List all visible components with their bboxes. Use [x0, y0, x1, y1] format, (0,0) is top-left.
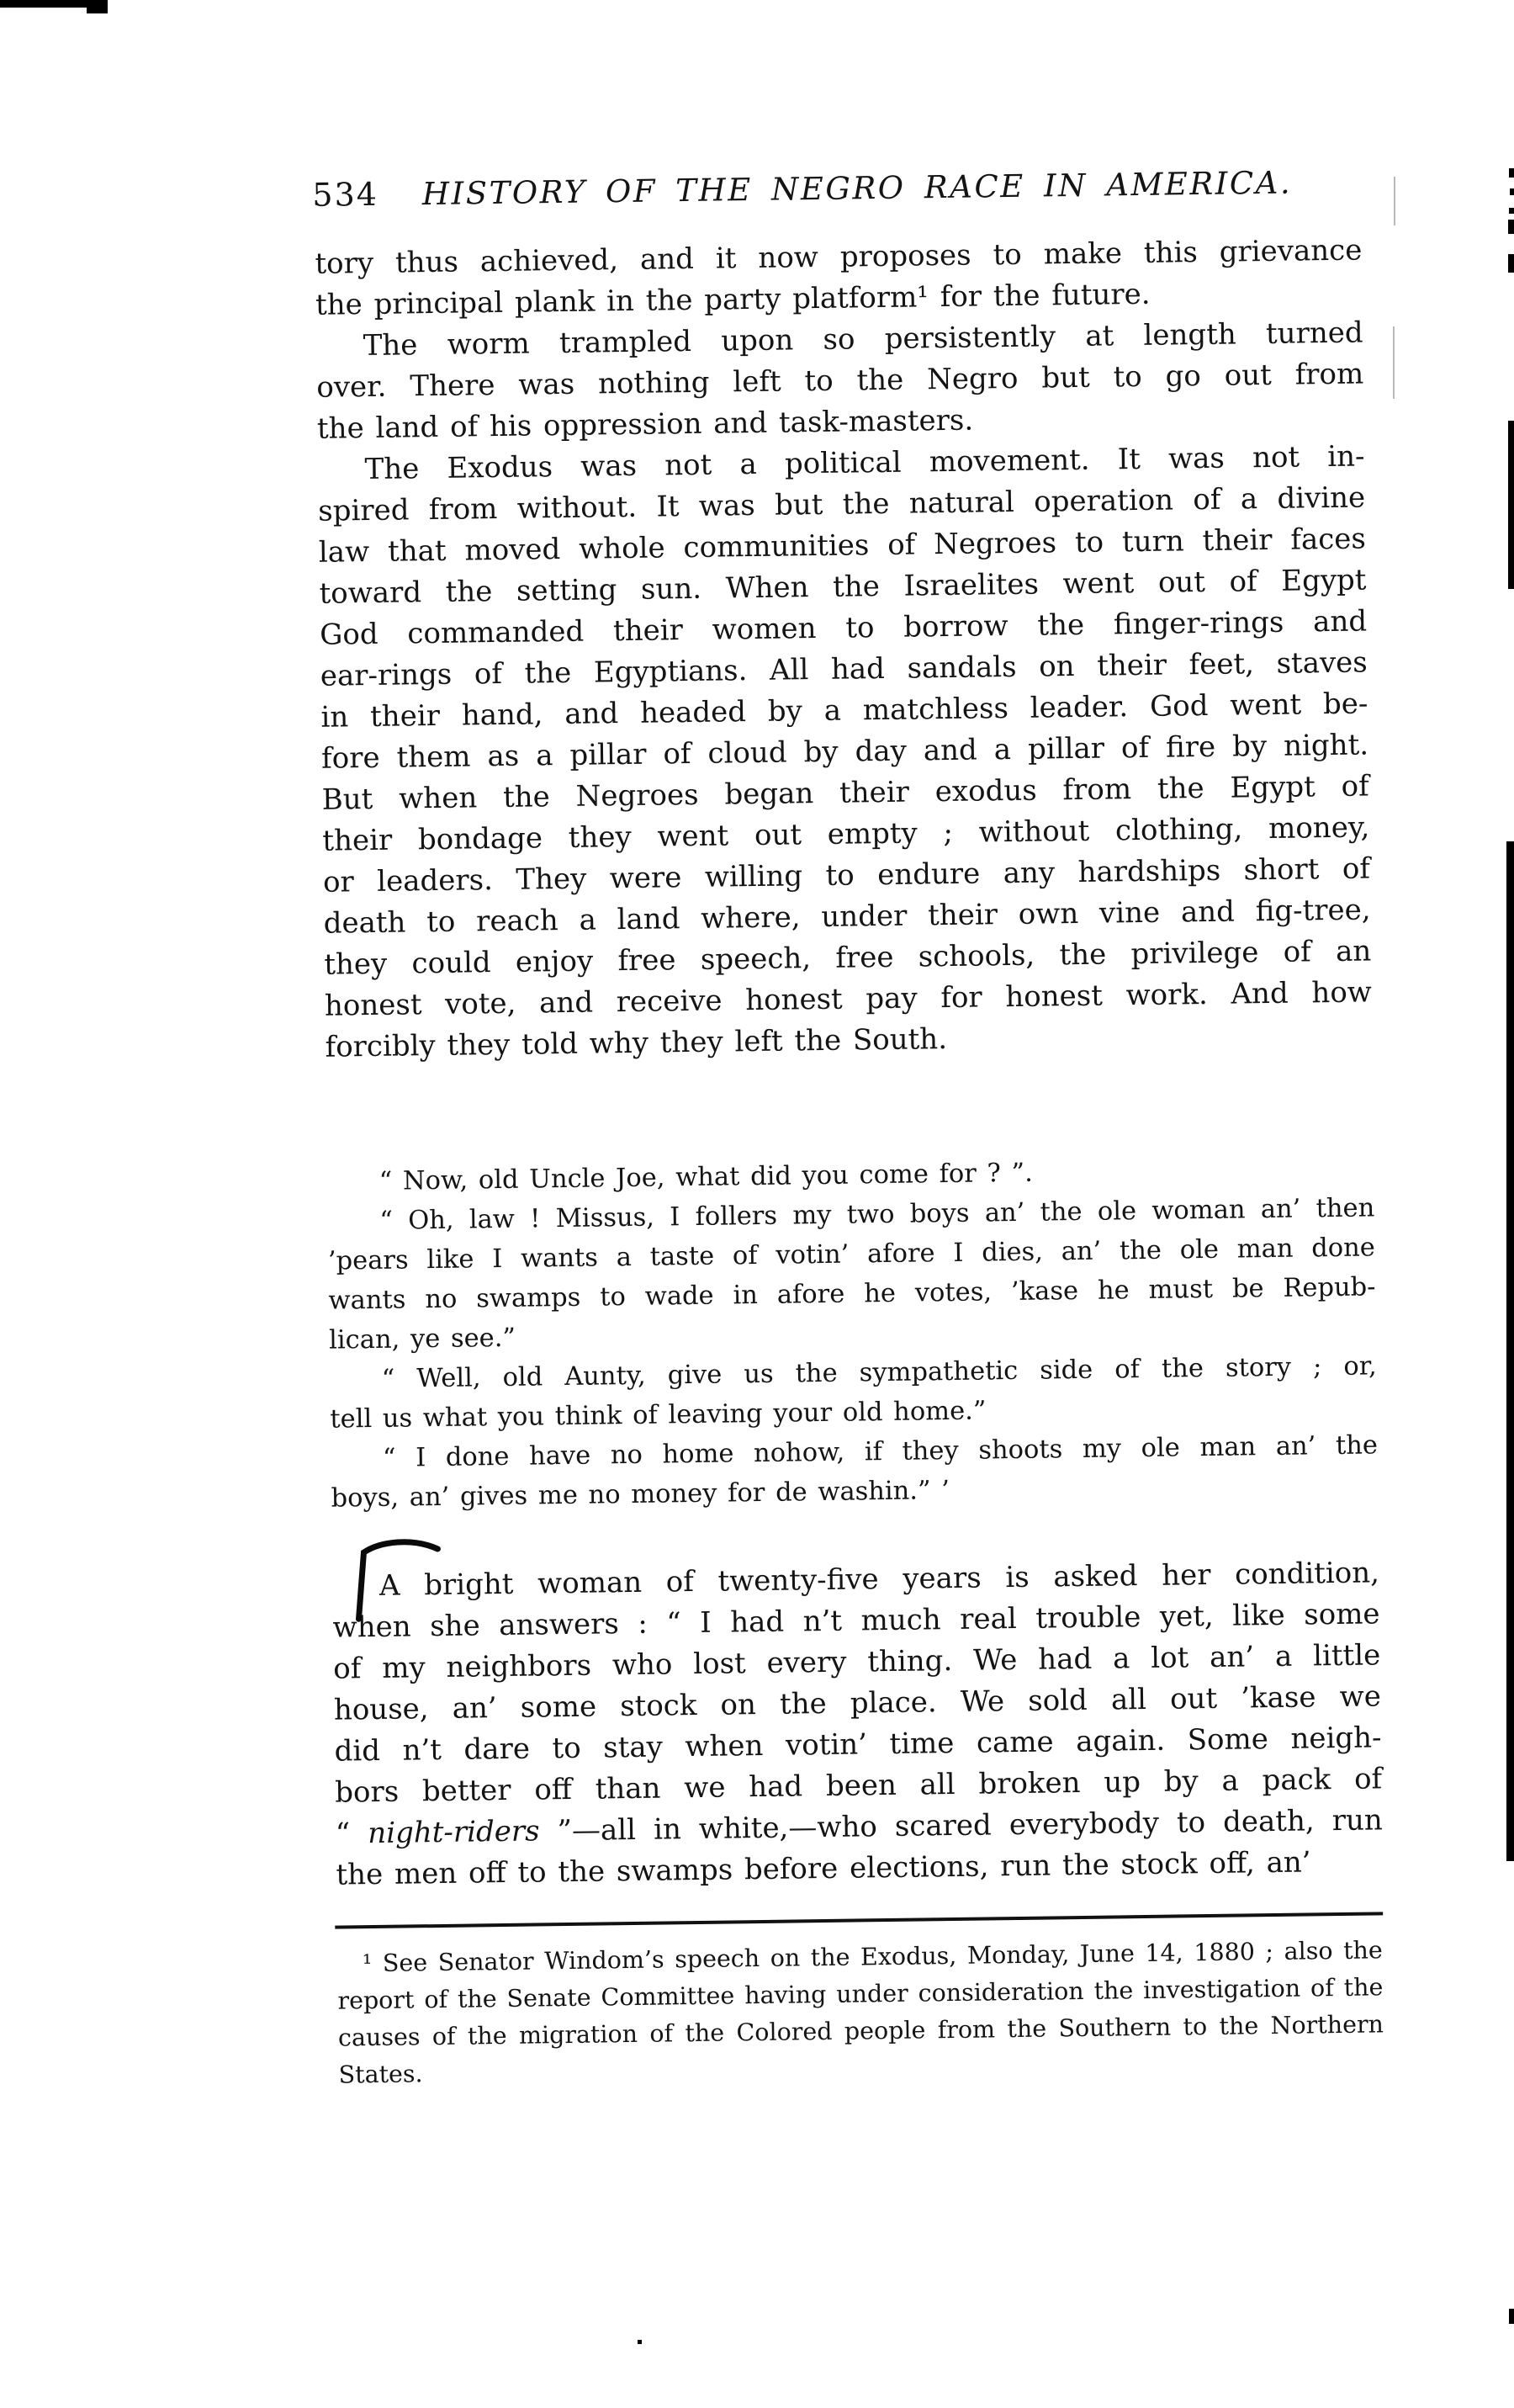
text-line: fore them as a pillar of cloud by day and a pillar of fire by night.: [320, 728, 1369, 776]
running-title: HISTORY OF THE NEGRO RACE IN AMERICA.: [421, 164, 1293, 213]
text-line: did n’t dare to stay when votin’ time came again. Some neigh-: [334, 1721, 1382, 1769]
scan-artifact-right-edge: [1509, 168, 1514, 178]
text-line: law that moved whole communities of Negroes to turn their faces: [318, 522, 1367, 570]
main-text-block: [332, 1552, 1384, 1896]
text-line: The worm trampled upon so persistently at length turned: [363, 316, 1363, 363]
text-line: over. There was nothing left to the Negro but to go out from: [316, 357, 1364, 405]
page-number: 534: [312, 175, 379, 214]
text-line: their bondage they went out empty ; without clothing, money,: [322, 810, 1370, 858]
scan-artifact-right-edge: [1508, 254, 1514, 273]
paragraph: [317, 436, 1373, 1068]
text-line: “ Now, old Uncle Joe, what did you come for ? ”.: [378, 1158, 1034, 1196]
text-line: God commanded their women to borrow the finger-rings and: [319, 604, 1368, 652]
paragraph: [331, 1425, 1379, 1518]
scan-artifact-right-edge: [1508, 220, 1514, 234]
text-line: bors better off than we had been all broken up by a pack of: [334, 1762, 1383, 1810]
text-line: the land of his oppression and task-masters.: [316, 403, 974, 446]
text-line: lican, ye see.”: [328, 1323, 516, 1355]
paragraph: [315, 312, 1364, 449]
scan-artifact-right-edge: [1509, 208, 1514, 214]
text-line: ¹ See Senator Windom’s speech on the Exodus, Monday, June 14, 1880 ; also the: [362, 1936, 1383, 1978]
text-line: boys, an’ gives me no money for de washin.” ’: [331, 1476, 950, 1514]
text-line: of my neighbors who lost every thing. We had a lot an’ a little: [333, 1638, 1381, 1686]
scan-artifact-right-edge: [1509, 2309, 1514, 2324]
text-line: they could enjoy free speech, free schools, the privilege of an: [324, 934, 1372, 982]
text-line: when she answers : “ I had n’t much real trouble yet, like some: [332, 1597, 1380, 1645]
text-line: A bright woman of twenty-five years is asked her condition,: [378, 1556, 1380, 1603]
text-line: house, an’ some stock on the place. We sold all out ’kase we: [333, 1679, 1382, 1727]
text-line: ear-rings of the Egyptians. All had sandals on their feet, staves: [320, 645, 1368, 693]
paragraph: [329, 1346, 1377, 1439]
paragraph: [315, 230, 1363, 326]
paragraph: [327, 1188, 1376, 1360]
page-header: [312, 162, 1363, 213]
footnote-rule: [335, 1912, 1383, 1928]
text-line: “ Oh, law ! Missus, I follers my two boys an’ the ole woman an’ then: [379, 1193, 1375, 1236]
scan-artifact-top-left-notch: [87, 0, 108, 13]
text-line: tell us what you think of leaving your old home.”: [330, 1396, 987, 1435]
text-line: toward the setting sun. When the Israelites went out of Egypt: [319, 563, 1367, 611]
scan-artifact-right-edge: [1506, 841, 1514, 1861]
text-line: “ night-riders ”—all in white,—who scared everybody to death, run: [335, 1803, 1384, 1851]
text-line: causes of the migration of the Colored people from the Southern to the Northern States.: [337, 2010, 1384, 2089]
text-line: tory thus achieved, and it now proposes to make this grievance: [315, 233, 1363, 281]
text-line: “ Well, old Aunty, give us the sympathetic side of the story ; or,: [381, 1351, 1377, 1394]
scan-artifact-right-edge: [1508, 421, 1514, 589]
pen-mark-bracket: [347, 1535, 448, 1630]
scan-artifact-dot: [638, 2340, 642, 2344]
paragraph: [337, 1932, 1384, 2093]
text-line: “ I done have no home nohow, if they shoots my ole man an’ the: [382, 1430, 1379, 1473]
text-line: But when the Negroes began their exodus from the Egypt of: [321, 769, 1369, 817]
text-line: wants no swamps to wade in afore he votes, ’kase he must be Repub-: [328, 1272, 1376, 1316]
text-line: the principal plank in the party platform¹ for the future.: [315, 277, 1151, 322]
text-line: the men off to the swamps before elections, run the stock off, an’: [336, 1845, 1311, 1892]
text-line: or leaders. They were willing to endure any hardships short of: [322, 851, 1371, 899]
text-line: honest vote, and receive honest pay for honest work. And how: [324, 975, 1373, 1023]
text-line: in their hand, and headed by a matchless leader. God went be-: [320, 687, 1368, 735]
paragraph: [332, 1552, 1384, 1896]
text-line: ’pears like I wants a taste of votin’ afore I dies, an’ the ole man done: [327, 1233, 1376, 1276]
main-text-block: [315, 230, 1373, 1068]
dialogue-block: [326, 1148, 1378, 1518]
scan-artifact-right-edge: [1510, 188, 1514, 195]
text-line: report of the Senate Committee having under consideration the investigation of the: [337, 1973, 1384, 2015]
text-line: forcibly they told why they left the South.: [325, 1022, 948, 1064]
scan-artifact-faint-tick: [1393, 326, 1395, 399]
text-line: spired from without. It was but the natural operation of a divine: [318, 480, 1366, 528]
scan-artifact-faint-tick: [1394, 177, 1395, 225]
footnote: [337, 1932, 1384, 2093]
text-line: death to reach a land where, under their own vine and fig-tree,: [323, 893, 1371, 941]
text-line: The Exodus was not a political movement. It was not in-: [364, 439, 1365, 487]
